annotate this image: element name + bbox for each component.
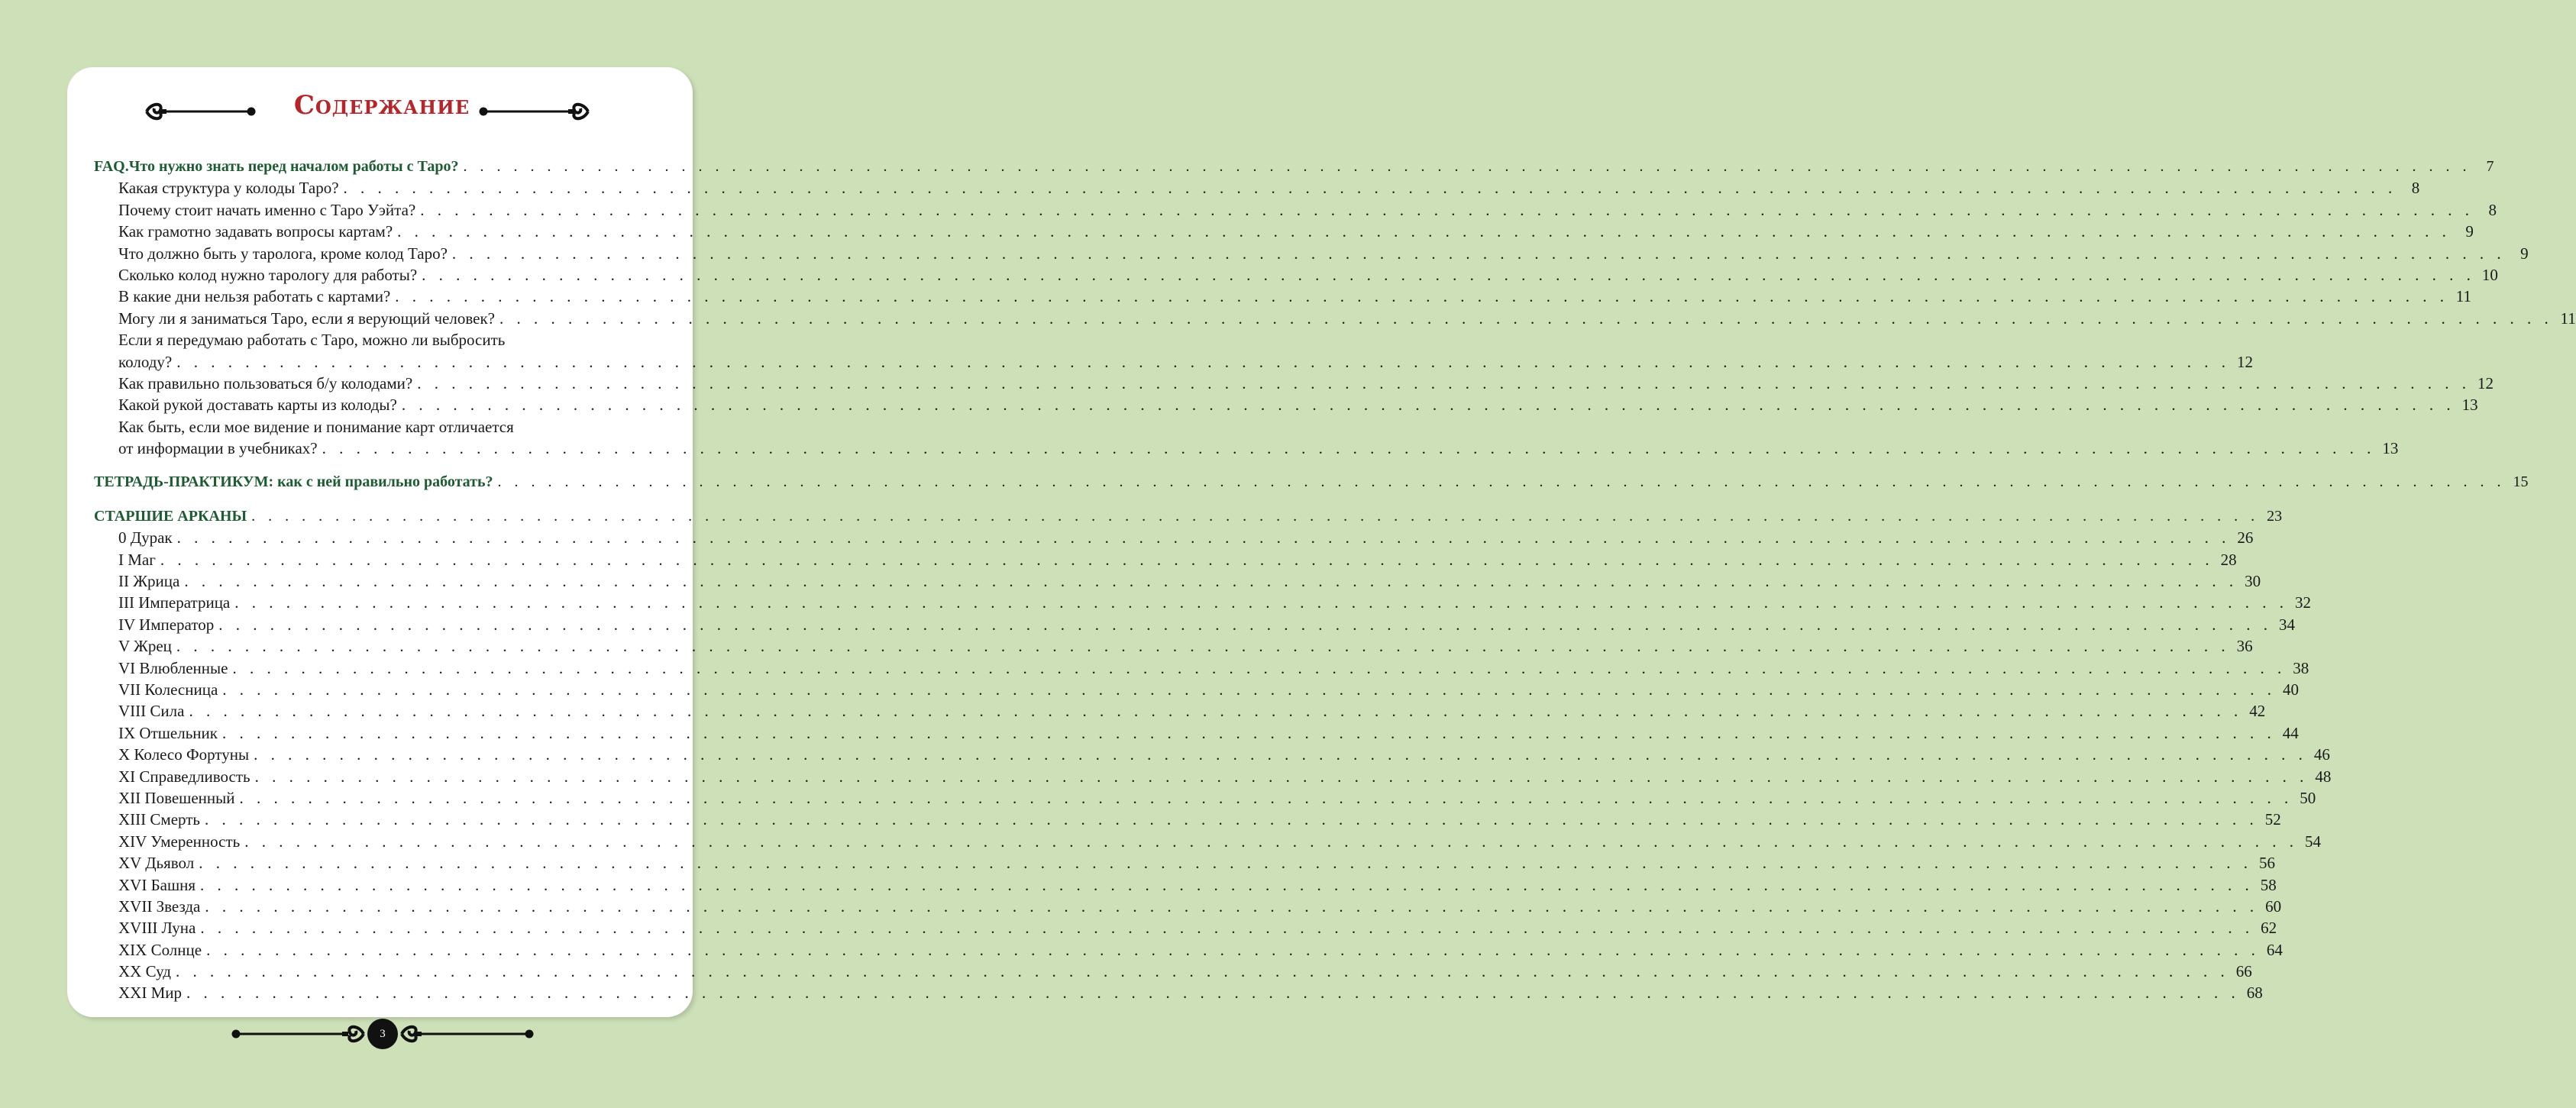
toc-page-number: 12 xyxy=(2237,352,2253,371)
toc-leader-dots: . . . . . . . . . . . . . . . . . . . . . . . . . . . . . . . . . . . . . . . . . . . . . . . . . . . . . . . . . . . . . . . . . . . . . . . . . . . . . . . . . . . . . . . . . . . . . . . . . . . . . . . . . . . . . . . . . . . . . . . . xyxy=(205,810,2258,829)
toc-leader-dots: . . . . . . . . . . . . . . . . . . . . . . . . . . . . . . . . . . . . . . . . . . . . . . . . . . . . . . . . . . . . . . . . . . . . . . . . . . . . . . . . . . . . . . . . . . . . . . . . . . . . . . . . . . . . . . . . . . . . . . . . xyxy=(451,244,2506,263)
toc-entry[interactable] xyxy=(94,896,2282,917)
toc-gap xyxy=(94,459,644,471)
toc-entry-title: Что должно быть у таролога, кроме колод Таро? xyxy=(118,244,448,263)
toc-entry[interactable] xyxy=(94,982,2263,1003)
page-number: 3 xyxy=(367,1019,398,1049)
toc-leader-dots: . . . . . . . . . . . . . . . . . . . . . . . . . . . . . . . . . . . . . . . . . . . . . . . . . . . . . . . . . . . . . . . . . . . . . . . . . . . . . . . . . . . . . . . . . . . . . . . . . . . . . . . . . . . . . . . . . . . . . . . . xyxy=(417,373,2471,392)
toc-entry-title: VI Влюбленные xyxy=(118,658,228,677)
toc-entry[interactable] xyxy=(94,917,2277,938)
toc-leader-dots: . . . . . . . . . . . . . . . . . . . . . . . . . . . . . . . . . . . . . . . . . . . . . . . . . . . . . . . . . . . . . . . . . . . . . . . . . . . . . . . . . . . . . . . . . . . . . . . . . . . . . . . . . . . . . . . . . . . . . . . . xyxy=(395,287,2449,306)
toc-leader-dots: . . . . . . . . . . . . . . . . . . . . . . . . . . . . . . . . . . . . . . . . . . . . . . . . . . . . . . . . . . . . . . . . . . . . . . . . . . . . . . . . . . . . . . . . . . . . . . . . . . . . . . . . . . . . . . . . . . . . . . . . xyxy=(184,572,2238,591)
toc-leader-dots: . . . . . . . . . . . . . . . . . . . . . . . . . . . . . . . . . . . . . . . . . . . . . . . . . . . . . . . . . . . . . . . . . . . . . . . . . . . . . . . . . . . . . . . . . . . . . . . . . . . . . . . . . . . . . . . . . . . . . . . . xyxy=(232,658,2287,677)
toc-page-number: 58 xyxy=(2260,875,2277,894)
toc-page-number: 9 xyxy=(2520,244,2529,263)
toc-entry[interactable] xyxy=(94,635,2253,657)
toc-page-number: 42 xyxy=(2249,702,2266,721)
toc-leader-dots: . . . . . . . . . . . . . . . . . . . . . . . . . . . . . . . . . . . . . . . . . . . . . . . . . . . . . . . . . . . . . . . . . . . . . . . . . . . . . . . . . . . . . . . . . . . . . . . . . . . . . . . . . . . . . . . . . . . . . . . . xyxy=(499,308,2553,328)
toc-entry-title: II Жрица xyxy=(118,572,180,591)
table-of-contents xyxy=(94,156,2576,1004)
toc-entry-title: XIV Умеренность xyxy=(118,832,241,851)
toc-page-number: 11 xyxy=(2560,308,2576,328)
toc-page-number: 38 xyxy=(2293,658,2309,677)
footer-ornament-right xyxy=(399,1020,536,1048)
toc-leader-dots: . . . . . . . . . . . . . . . . . . . . . . . . . . . . . . . . . . . . . . . . . . . . . . . . . . . . . . . . . . . . . . . . . . . . . . . . . . . . . . . . . . . . . . . . . . . . . . . . . . . . . . . . . . . . . . . . . . . . . . . . xyxy=(397,222,2451,241)
toc-page-number: 56 xyxy=(2259,854,2275,873)
toc-entry-title: Могу ли я заниматься Таро, если я верующий человек? xyxy=(118,308,495,328)
toc-page-number: 64 xyxy=(2266,940,2283,959)
toc-entry-title: III Императрица xyxy=(118,593,231,612)
toc-section-entry[interactable] xyxy=(94,156,2494,177)
toc-entry[interactable] xyxy=(94,308,2576,329)
toc-leader-dots: . . . . . . . . . . . . . . . . . . . . . . . . . . . . . . . . . . . . . . . . . . . . . . . . . . . . . . . . . . . . . . . . . . . . . . . . . . . . . . . . . . . . . . . . . . . . . . . . . . . . . . . . . . . . . . . . . . . . . . . . xyxy=(175,962,2229,981)
toc-entry[interactable] xyxy=(94,221,2474,242)
toc-leader-dots: . . . . . . . . . . . . . . . . . . . . . . . . . . . . . . . . . . . . . . . . . . . . . . . . . . . . . . . . . . . . . . . . . . . . . . . . . . . . . . . . . . . . . . . . . . . . . . . . . . . . . . . . . . . . . . . . . . . . . . . . xyxy=(206,940,2260,959)
toc-entry[interactable] xyxy=(94,286,2472,307)
toc-entry-title: колоду? xyxy=(118,352,173,371)
toc-page-number: 50 xyxy=(2300,788,2316,807)
toc-page-number: 48 xyxy=(2315,767,2332,786)
toc-page-number: 10 xyxy=(2481,265,2498,284)
toc-leader-dots: . . . . . . . . . . . . . . . . . . . . . . . . . . . . . . . . . . . . . . . . . . . . . . . . . . . . . . . . . . . . . . . . . . . . . . . . . . . . . . . . . . . . . . . . . . . . . . . . . . . . . . . . . . . . . . . . . . . . . . . . xyxy=(200,875,2254,894)
toc-page-number: 54 xyxy=(2304,832,2321,851)
toc-entry-title: от информации в учебниках? xyxy=(118,439,318,458)
toc-entry[interactable] xyxy=(94,852,2275,874)
toc-leader-dots: . . . . . . . . . . . . . . . . . . . . . . . . . . . . . . . . . . . . . . . . . . . . . . . . . . . . . . . . . . . . . . . . . . . . . . . . . . . . . . . . . . . . . . . . . . . . . . . . . . . . . . . . . . . . . . . . . . . . . . . . xyxy=(343,179,2397,198)
toc-leader-dots: . . . . . . . . . . . . . . . . . . . . . . . . . . . . . . . . . . . . . . . . . . . . . . . . . . . . . . . . . . . . . . . . . . . . . . . . . . . . . . . . . . . . . . . . . . . . . . . . . . . . . . . . . . . . . . . . . . . . . . . . xyxy=(420,200,2474,219)
toc-leader-dots: . . . . . . . . . . . . . . . . . . . . . . . . . . . . . . . . . . . . . . . . . . . . . . . . . . . . . . . . . . . . . . . . . . . . . . . . . . . . . . . . . . . . . . . . . . . . . . . . . . . . . . . . . . . . . . . . . . . . . . . . xyxy=(254,767,2309,786)
toc-entry[interactable] xyxy=(94,438,2399,459)
toc-leader-dots: . . . . . . . . . . . . . . . . . . . . . . . . . . . . . . . . . . . . . . . . . . . . . . . . . . . . . . . . . . . . . . . . . . . . . . . . . . . . . . . . . . . . . . . . . . . . . . . . . . . . . . . . . . . . . . . . . . . . . . . . xyxy=(176,352,2230,371)
toc-entry[interactable] xyxy=(94,527,2254,548)
toc-page-number: 12 xyxy=(2477,373,2494,392)
toc-leader-dots: . . . . . . . . . . . . . . . . . . . . . . . . . . . . . . . . . . . . . . . . . . . . . . . . . . . . . . . . . . . . . . . . . . . . . . . . . . . . . . . . . . . . . . . . . . . . . . . . . . . . . . . . . . . . . . . . . . . . . . . . xyxy=(189,702,2243,721)
toc-leader-dots: . . . . . . . . . . . . . . . . . . . . . . . . . . . . . . . . . . . . . . . . . . . . . . . . . . . . . . . . . . . . . . . . . . . . . . . . . . . . . . . . . . . . . . . . . . . . . . . . . . . . . . . . . . . . . . . . . . . . . . . . xyxy=(401,396,2455,415)
toc-entry-title: Какой рукой доставать карты из колоды? xyxy=(118,396,397,415)
toc-leader-dots: . . . . . . . . . . . . . . . . . . . . . . . . . . . . . . . . . . . . . . . . . . . . . . . . . . . . . . . . . . . . . . . . . . . . . . . . . . . . . . . . . . . . . . . . . . . . . . . . . . . . . . . . . . . . . . . . . . . . . . . . xyxy=(186,984,2240,1003)
toc-leader-dots: . . . . . . . . . . . . . . . . . . . . . . . . . . . . . . . . . . . . . . . . . . . . . . . . . . . . . . . . . . . . . . . . . . . . . . . . . . . . . . . . . . . . . . . . . . . . . . . . . . . . . . . . . . . . . . . . . . . . . . . . xyxy=(497,473,2506,491)
toc-entry-title: XIII Смерть xyxy=(118,810,200,829)
toc-entry-title: XVI Башня xyxy=(118,875,196,894)
toc-leader-dots: . . . . . . . . . . . . . . . . . . . . . . . . . . . . . . . . . . . . . . . . . . . . . . . . . . . . . . . . . . . . . . . . . . . . . . . . . . . . . . . . . . . . . . . . . . . . . . . . . . . . . . . . . . . . . . . . . . . . . . . . xyxy=(160,550,2214,569)
toc-entry-title: IX Отшельник xyxy=(118,723,218,742)
toc-page-number: 7 xyxy=(2486,158,2494,175)
toc-entry-title: Если я передумаю работать с Таро, можно ли выбросить xyxy=(118,331,506,350)
toc-page-number: 62 xyxy=(2261,919,2277,938)
toc-page-number: 11 xyxy=(2455,287,2472,306)
toc-entry[interactable] xyxy=(94,329,644,350)
toc-leader-dots: . . . . . . . . . . . . . . . . . . . . . . . . . . . . . . . . . . . . . . . . . . . . . . . . . . . . . . . . . . . . . . . . . . . . . . . . . . . . . . . . . . . . . . . . . . . . . . . . . . . . . . . . . . . . . . . . . . . . . . . . xyxy=(200,919,2254,938)
toc-page-number: 26 xyxy=(2237,528,2254,548)
toc-leader-dots: . . . . . . . . . . . . . . . . . . . . . . . . . . . . . . . . . . . . . . . . . . . . . . . . . . . . . . . . . . . . . . . . . . . . . . . . . . . . . . . . . . . . . . . . . . . . . . . . . . . . . . . . . . . . . . . . . . . . . . . . xyxy=(254,745,2307,764)
toc-entry[interactable] xyxy=(94,722,2299,744)
toc-entry-title: XV Дьявол xyxy=(118,854,195,873)
toc-leader-dots: . . . . . . . . . . . . . . . . . . . . . . . . . . . . . . . . . . . . . . . . . . . . . . . . . . . . . . . . . . . . . . . . . . . . . . . . . . . . . . . . . . . . . . . . . . . . . . . . . . . . . . . . . . . . . . . . . . . . . . . . xyxy=(422,265,2475,284)
toc-page-number: 60 xyxy=(2265,896,2282,916)
toc-entry[interactable] xyxy=(94,177,2420,199)
toc-page-number: 44 xyxy=(2282,723,2299,742)
toc-page-number: 9 xyxy=(2465,222,2474,241)
toc-leader-dots: . . . . . . . . . . . . . . . . . . . . . . . . . . . . . . . . . . . . . . . . . . . . . . . . . . . . . . . . . . . . . . . . . . . . . . . . . . . . . . . . . . . . . . . . . . . . . . . . . . . . . . . . . . . . . . . . . . . . . . . . xyxy=(239,788,2293,807)
toc-entry-title: 0 Дурак xyxy=(118,528,173,548)
toc-entry-title: Как быть, если мое видение и понимание карт отличается xyxy=(118,417,514,436)
toc-leader-dots: . . . . . . . . . . . . . . . . . . . . . . . . . . . . . . . . . . . . . . . . . . . . . . . . . . . . . . . . . . . . . . . . . . . . . . . . . . . . . . . . . . . . . . . . . . . . . . . . . . . . . . . . . . . . . . . . . . . . . . . . xyxy=(176,637,2230,656)
toc-page-number: 34 xyxy=(2278,615,2295,634)
toc-page-number: 68 xyxy=(2246,984,2263,1003)
toc-page-number: 30 xyxy=(2245,572,2261,591)
toc-page-number: 15 xyxy=(2513,473,2529,491)
toc-entry-title: XVIII Луна xyxy=(118,919,196,938)
toc-leader-dots: . . . . . . . . . . . . . . . . . . . . . . . . . . . . . . . . . . . . . . . . . . . . . . . . . . . . . . . . . . . . . . . . . . . . . . . . . . . . . . . . . . . . . . . . . . . . . . . . . . . . . . . . . . . . . . . . . . . . . . . . xyxy=(463,158,2471,175)
toc-page-number: 8 xyxy=(2411,179,2420,198)
toc-leader-dots: . . . . . . . . . . . . . . . . . . . . . . . . . . . . . . . . . . . . . . . . . . . . . . . . . . . . . . . . . . . . . . . . . . . . . . . . . . . . . . . . . . . . . . . . . . . . . . . . . . . . . . . . . . . . . . . . . . . . . . . . xyxy=(322,439,2376,458)
toc-entry[interactable] xyxy=(94,351,2253,373)
toc-page-number: 13 xyxy=(2382,439,2399,458)
toc-entry-title: XII Повешенный xyxy=(118,788,235,807)
toc-entry-title: В какие дни нельзя работать с картами? xyxy=(118,287,391,306)
toc-page-number: 8 xyxy=(2488,200,2497,219)
toc-leader-dots: . . . . . . . . . . . . . . . . . . . . . . . . . . . . . . . . . . . . . . . . . . . . . . . . . . . . . . . . . . . . . . . . . . . . . . . . . . . . . . . . . . . . . . . . . . . . . . . . . . . . . . . . . . . . . . . . . . . . . . . . xyxy=(222,680,2277,699)
toc-entry-title: СТАРШИЕ АРКАНЫ xyxy=(94,507,247,525)
toc-entry-title: IV Император xyxy=(118,615,215,634)
toc-entry-title: VIII Сила xyxy=(118,702,185,721)
toc-entry-title: XVII Звезда xyxy=(118,896,201,916)
toc-entry-title: I Маг xyxy=(118,550,156,569)
toc-entry-title: Какая структура у колоды Таро? xyxy=(118,179,339,198)
footer-ornament-left xyxy=(229,1020,367,1048)
toc-page-number: 36 xyxy=(2236,637,2253,656)
toc-entry-title: FAQ.Что нужно знать перед началом работы с Таро? xyxy=(94,158,459,175)
toc-page-number: 32 xyxy=(2295,593,2312,612)
toc-entry[interactable] xyxy=(94,679,2300,700)
toc-entry[interactable] xyxy=(94,243,2529,264)
toc-entry-title: V Жрец xyxy=(118,637,172,656)
toc-entry-title: XIX Солнце xyxy=(118,940,202,959)
toc-entry-title: XI Справедливость xyxy=(118,767,250,786)
toc-section-entry[interactable] xyxy=(94,471,2529,493)
toc-gap xyxy=(94,493,644,506)
toc-entry[interactable] xyxy=(94,394,2478,415)
toc-entry[interactable] xyxy=(94,809,2281,830)
toc-entry-title: VII Колесница xyxy=(118,680,218,699)
toc-entry-title: ТЕТРАДЬ-ПРАКТИКУМ: как с ней правильно работать? xyxy=(94,473,493,491)
toc-entry[interactable] xyxy=(94,787,2316,809)
toc-entry[interactable] xyxy=(94,614,2295,635)
toc-entry-title: Почему стоит начать именно с Таро Уэйта? xyxy=(118,200,416,219)
toc-entry[interactable] xyxy=(94,373,2494,394)
toc-leader-dots: . . . . . . . . . . . . . . . . . . . . . . . . . . . . . . . . . . . . . . . . . . . . . . . . . . . . . . . . . . . . . . . . . . . . . . . . . . . . . . . . . . . . . . . . . . . . . . . . . . . . . . . . . . . . . . . . . . . . . . . . xyxy=(199,854,2252,873)
toc-page-number: 23 xyxy=(2267,507,2283,525)
toc-entry-title: XXI Мир xyxy=(118,984,182,1003)
toc-leader-dots: . . . . . . . . . . . . . . . . . . . . . . . . . . . . . . . . . . . . . . . . . . . . . . . . . . . . . . . . . . . . . . . . . . . . . . . . . . . . . . . . . . . . . . . . . . . . . . . . . . . . . . . . . . . . . . . . . . . . . . . . xyxy=(205,896,2259,916)
toc-entry[interactable] xyxy=(94,264,2498,286)
toc-section-entry[interactable] xyxy=(94,506,2283,527)
toc-entry[interactable] xyxy=(94,939,2283,961)
toc-entry[interactable] xyxy=(94,744,2330,765)
toc-page-number: 28 xyxy=(2220,550,2237,569)
toc-entry[interactable] xyxy=(94,199,2497,221)
toc-entry[interactable] xyxy=(94,416,644,438)
toc-page-number: 40 xyxy=(2283,680,2300,699)
toc-entry[interactable] xyxy=(94,657,2309,679)
toc-leader-dots: . . . . . . . . . . . . . . . . . . . . . . . . . . . . . . . . . . . . . . . . . . . . . . . . . . . . . . . . . . . . . . . . . . . . . . . . . . . . . . . . . . . . . . . . . . . . . . . . . . . . . . . . . . . . . . . . . . . . . . . . xyxy=(234,593,2289,612)
toc-entry[interactable] xyxy=(94,592,2312,613)
toc-leader-dots: . . . . . . . . . . . . . . . . . . . . . . . . . . . . . . . . . . . . . . . . . . . . . . . . . . . . . . . . . . . . . . . . . . . . . . . . . . . . . . . . . . . . . . . . . . . . . . . . . . . . . . . . . . . . . . . . . . . . . . . . xyxy=(218,615,2272,634)
toc-entry[interactable] xyxy=(94,961,2252,982)
toc-entry[interactable] xyxy=(94,700,2266,722)
toc-page-number: 13 xyxy=(2461,396,2478,415)
toc-entry-title: Сколько колод нужно тарологу для работы? xyxy=(118,265,418,284)
toc-entry[interactable] xyxy=(94,831,2321,852)
toc-entry[interactable] xyxy=(94,570,2261,592)
toc-entry[interactable] xyxy=(94,549,2237,570)
toc-page-number: 66 xyxy=(2235,962,2252,981)
page-title: Содержание xyxy=(293,90,470,121)
toc-entry[interactable] xyxy=(94,766,2332,787)
toc-entry-title: XX Суд xyxy=(118,962,171,981)
toc-entry-title: X Колесо Фортуны xyxy=(118,745,250,764)
toc-leader-dots: . . . . . . . . . . . . . . . . . . . . . . . . . . . . . . . . . . . . . . . . . . . . . . . . . . . . . . . . . . . . . . . . . . . . . . . . . . . . . . . . . . . . . . . . . . . . . . . . . . . . . . . . . . . . . . . . . . . . . . . . xyxy=(244,832,2298,851)
toc-entry-title: Как правильно пользоваться б/у колодами? xyxy=(118,373,413,392)
toc-page-number: 46 xyxy=(2313,745,2330,764)
toc-leader-dots: . . . . . . . . . . . . . . . . . . . . . . . . . . . . . . . . . . . . . . . . . . . . . . . . . . . . . . . . . . . . . . . . . . . . . . . . . . . . . . . . . . . . . . . . . . . . . . . . . . . . . . . . . . . . . . . . . . . . . . . . xyxy=(176,528,2231,548)
toc-leader-dots: . . . . . . . . . . . . . . . . . . . . . . . . . . . . . . . . . . . . . . . . . . . . . . . . . . . . . . . . . . . . . . . . . . . . . . . . . . . . . . . . . . . . . . . . . . . . . . . . . . . . . . . . . . . . . . . . . . . . . . . . xyxy=(251,507,2260,525)
toc-leader-dots: . . . . . . . . . . . . . . . . . . . . . . . . . . . . . . . . . . . . . . . . . . . . . . . . . . . . . . . . . . . . . . . . . . . . . . . . . . . . . . . . . . . . . . . . . . . . . . . . . . . . . . . . . . . . . . . . . . . . . . . . xyxy=(221,723,2276,742)
toc-entry[interactable] xyxy=(94,874,2277,896)
toc-page-number: 52 xyxy=(2264,810,2281,829)
toc-entry-title: Как грамотно задавать вопросы картам? xyxy=(118,222,393,241)
